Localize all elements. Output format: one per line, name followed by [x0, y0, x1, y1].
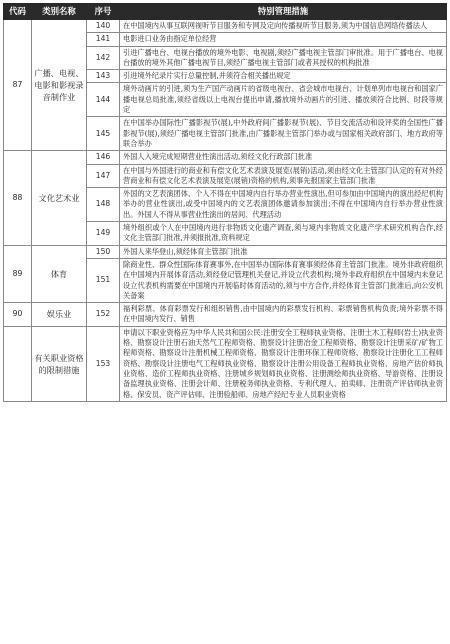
item-number: 141 [87, 33, 120, 46]
industry-code: 88 [4, 151, 32, 245]
item-measure: 外国人来华登山,须经体育主管部门批准 [120, 245, 447, 258]
industry-category: 有关职业资格的限制措施 [32, 326, 87, 401]
table-row [4, 303, 447, 327]
item-number: 149 [87, 222, 120, 246]
item-number: 151 [87, 258, 120, 302]
item-measure: 除商业性、群众性国际体育赛事外,在中国举办国际体育赛事须经体育主管部门批准。境外非政府组织在中国境内开展体育活动,须经登记管理机关登记,并设立代表机构;境外非政府组织在中国境内未登记设立代表机构需要在中国境内开展临时体育活动的,须与中方合作,并经体育主管部门批准后,向公安机关备案 [120, 258, 447, 302]
item-number: 148 [87, 188, 120, 222]
table-header-row [4, 4, 447, 20]
item-number: 152 [87, 303, 120, 327]
item-number: 145 [87, 117, 120, 151]
header-number: 序号 [87, 4, 120, 20]
item-measure: 境外动画片的引进,须为生产国产动画片的省级电视台、省会城市电视台、计划单列市电视台和国家广播电视总局批准,须经省级以上电视台提出申请,播放境外动画片的引进、播放须符合比例、时段等规定 [120, 83, 447, 117]
item-number: 140 [87, 20, 120, 33]
industry-category: 体育 [32, 245, 87, 302]
item-number: 144 [87, 83, 120, 117]
item-measure: 境外组织或个人在中国境内进行非物质文化遗产调查,须与境内非物质文化遗产学术研究机构合作,经文化主管部门批准,并须报批准,资料规定 [120, 222, 447, 246]
item-number: 143 [87, 70, 120, 83]
item-number: 146 [87, 151, 120, 164]
item-measure: 外国人入境完成短期营业性演出活动,须经文化行政部门批准 [120, 151, 447, 164]
item-measure: 引进境外纪录片实行总量控制,并须符合相关播出规定 [120, 70, 447, 83]
industry-category: 广播、电视、电影和影视录音制作业 [32, 20, 87, 151]
header-code: 代码 [4, 4, 32, 20]
special-measures-table [3, 3, 447, 402]
industry-code: 90 [4, 303, 32, 327]
table-row [4, 151, 447, 164]
item-measure: 在中国境内从事互联网视听节目服务和专网及定向传播视听节目服务,须为中国信息网络传播法人 [120, 20, 447, 33]
item-number: 147 [87, 164, 120, 188]
item-number: 150 [87, 245, 120, 258]
item-measure: 外国的文艺表演团体、个人不得在中国境内自行举办营业性演出,但可参加由中国境内的演出经纪机构举办的营业性演出,或受中国境内的文艺表演团体邀请参加演出;不得在中国境内自行举办营业性演出。外国人不得从事营业性演出的居间、代理活动 [120, 188, 447, 222]
industry-category: 娱乐业 [32, 303, 87, 327]
item-measure: 申请以下职业资格应为中华人民共和国公民:注册安全工程师执业资格、注册土木工程师(岩土)执业资格、勘察设计注册石油天然气工程师资格、勘察设计注册冶金工程师资格、勘察设计注册采矿/矿物工程师资格、勘察设计注册机械工程师资格、勘察设计注册环保工程师资格、勘察设计注册化工工程师资格、勘察设计注册电气工程师执业资格、勘察设计注册公用设备工程师执业资格、房地产估价师执业资格、造价工程师执业资格、注册城乡规划师执业资格、注册测绘师执业资格、导游资格、注册设备监理执业资格、注册会计师、注册税务师执业资格、专利代理人、拍卖师、注册资产评估师执业资格、保安员、资产评估师、注册验船师、房地产经纪专业人员职业资格 [120, 326, 447, 401]
industry-code: 87 [4, 20, 32, 151]
item-measure: 在中国与外国进行的商业和有偿文化艺术表演及展览(展销)活动,须由经文化主管部门认定的有对外经营商业和有偿文化艺术表演及展览(展销)资格的机构,须事先报国家主管部门批准 [120, 164, 447, 188]
item-measure: 在中国举办国际性广播影视节(展),中外政府间广播影视节(展)、节目交流活动和设评奖的全国性广播影视节(展),须经广播电视主管部门批准,由广播影视主管部门举办或与国家相关政府部门、地方政府等联合举办 [120, 117, 447, 151]
industry-code [4, 326, 32, 401]
industry-category: 文化艺术业 [32, 151, 87, 245]
table-row [4, 245, 447, 258]
item-measure: 电影进口业务由指定单位经营 [120, 33, 447, 46]
item-measure: 引进广播电台、电视台播放的境外电影、电视剧,须经广播电视主管部门审批准。用于广播电台、电视台播放的境外其他广播电视节目,须经广播电视主管部门或者其授权的机构批准 [120, 46, 447, 70]
header-category: 类别名称 [32, 4, 87, 20]
item-number: 153 [87, 326, 120, 401]
industry-code: 89 [4, 245, 32, 302]
header-measures: 特别管理措施 [120, 4, 447, 20]
item-measure: 福利彩票、体育彩票发行和组织销售,由中国境内的彩票发行机构、彩票销售机构负责;境外彩票不得在中国境内发行、销售 [120, 303, 447, 327]
table-row [4, 326, 447, 401]
table-row [4, 20, 447, 33]
item-number: 142 [87, 46, 120, 70]
